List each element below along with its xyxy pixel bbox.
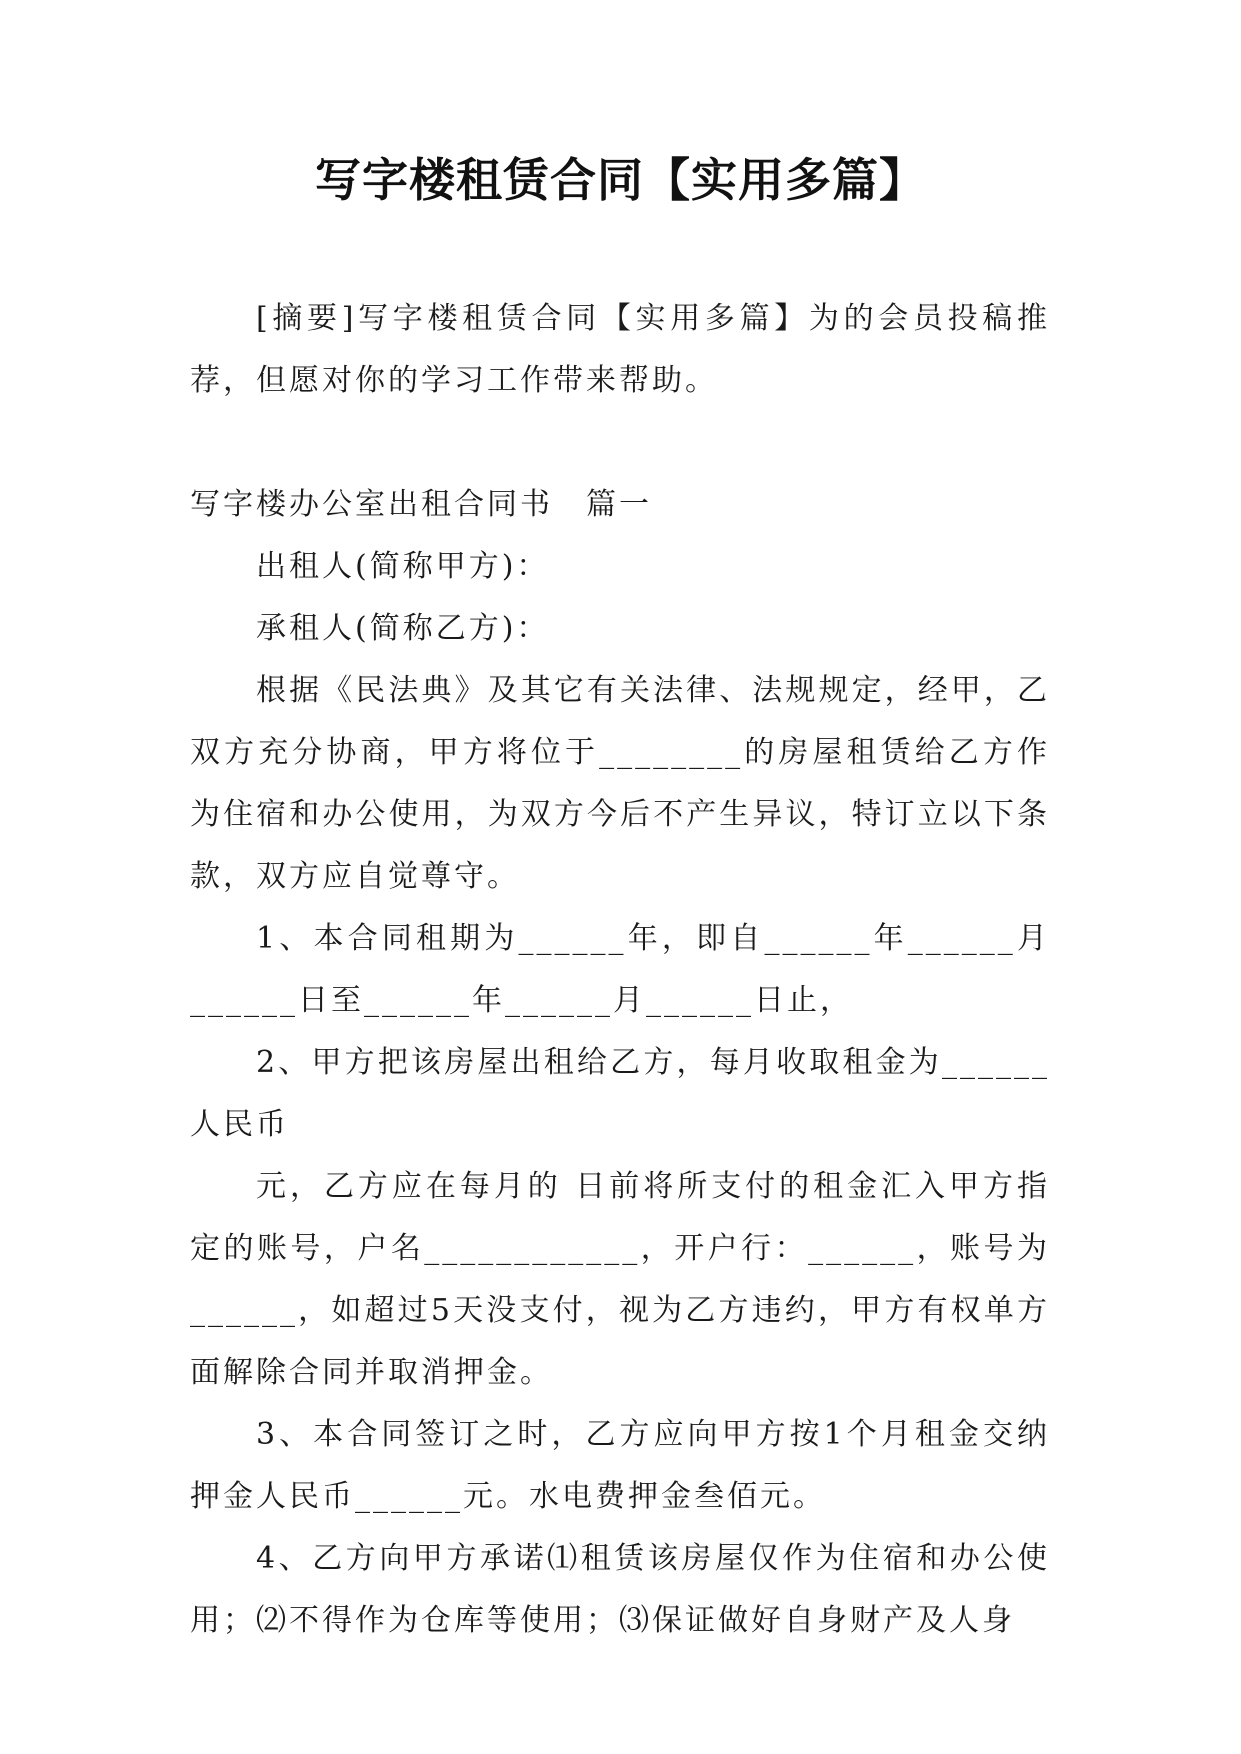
clause-1-term: 1、本合同租期为______年，即自______年______月______日至______年______月______日止，	[190, 921, 1050, 1018]
clause-3-deposit: 3、本合同签订之时，乙方应向甲方按1个月租金交纳押金人民币______元。水电费押金叁佰元。	[190, 1417, 1050, 1514]
section-title: 写字楼办公室出租合同书 篇一	[190, 487, 652, 522]
lessee-line: 承租人(简称乙方)：	[256, 611, 550, 646]
clause-4-commitments: 4、乙方向甲方承诺⑴租赁该房屋仅作为住宿和办公使用；⑵不得作为仓库等使用；⑶保证做好自身财产及人身	[190, 1541, 1050, 1638]
preamble-paragraph: 根据《民法典》及其它有关法律、法规规定，经甲，乙双方充分协商，甲方将位于________的房屋租赁给乙方作为住宿和办公使用，为双方今后不产生异议，特订立以下条款，双方应自觉尊守。	[190, 673, 1050, 894]
lessor-line: 出租人(简称甲方)：	[256, 549, 550, 584]
document-body	[190, 288, 1050, 1652]
abstract-paragraph: [摘要]写字楼租赁合同【实用多篇】为的会员投稿推荐，但愿对你的学习工作带来帮助。	[190, 301, 1050, 398]
document-title: 写字楼租赁合同【实用多篇】	[315, 153, 926, 207]
clause-2-payment: 元，乙方应在每月的 日前将所支付的租金汇入甲方指定的账号，户名____________，开户行：______，账号为______，如超过5天没支付，视为乙方违约，甲方有权单方面解除合同并取消押金。	[190, 1169, 1050, 1390]
clause-2-rent: 2、甲方把该房屋出租给乙方，每月收取租金为______人民币	[190, 1045, 1050, 1142]
